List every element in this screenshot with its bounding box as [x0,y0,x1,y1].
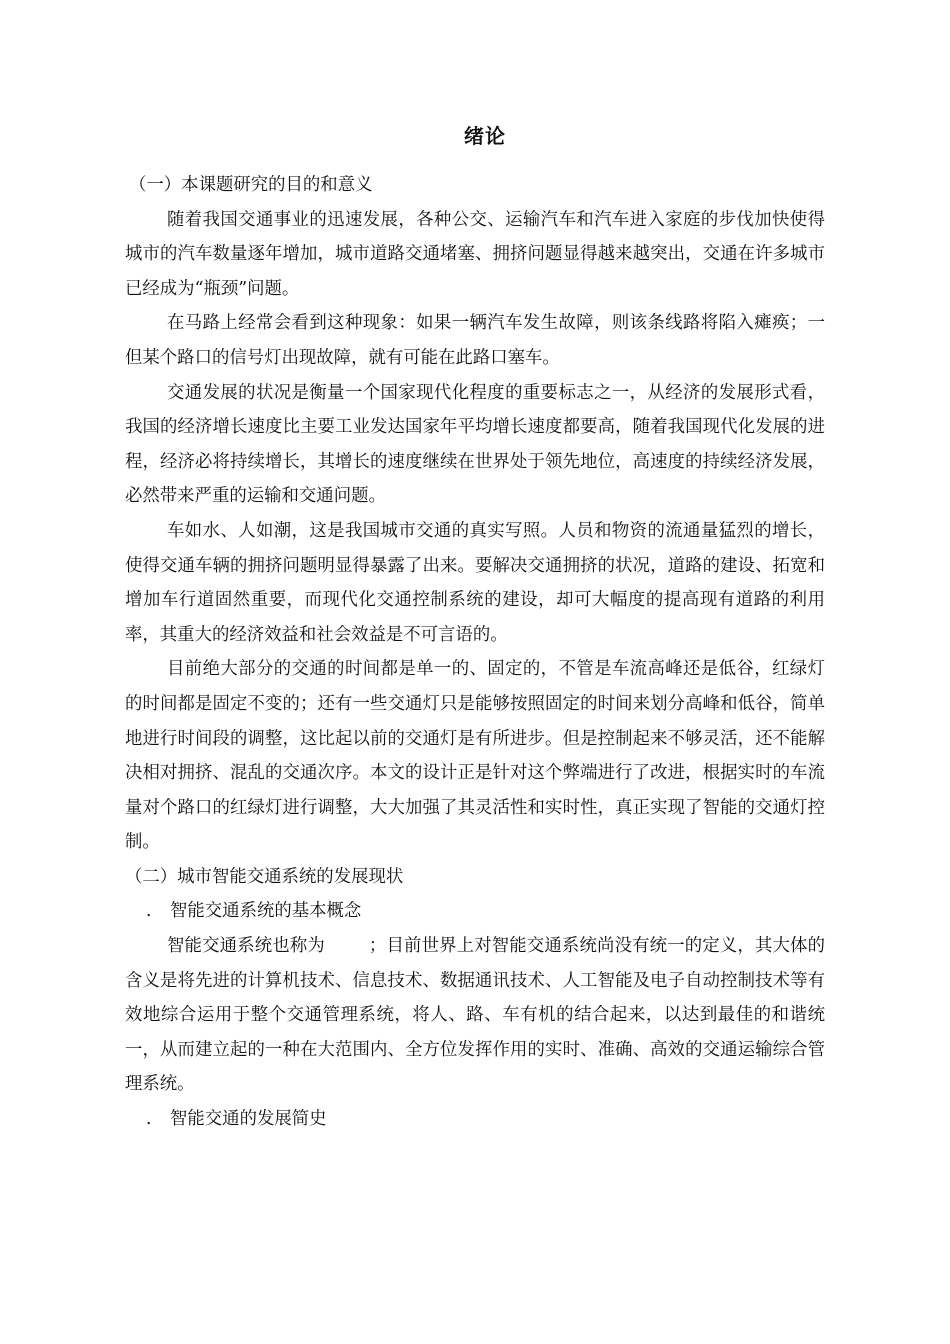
subsection-title: 智能交通的发展简史 [170,1109,327,1130]
paragraph-lead: 智能交通系统也称为 [167,936,325,957]
subsection-number: . [146,1109,152,1130]
document-body [125,168,825,1137]
body-paragraph: 随着我国交通事业的迅速发展，各种公交、运输汽车和汽车进入家庭的步伐加快使得城市的汽车数量逐年增加，城市道路交通堵塞、拥挤问题显得越来越突出，交通在许多城市已经成为“瓶颈”问题。 [125,209,825,299]
body-paragraph: 交通发展的状况是衡量一个国家现代化程度的重要标志之一，从经济的发展形式看，我国的经济增长速度比主要工业发达国家年平均增长速度都要高，随着我国现代化发展的进程，经济必将持续增长，其增长的速度继续在世界处于领先地位，高速度的持续经济发展，必然带来严重的运输和交通问题。 [125,382,825,507]
body-paragraph: 车如水、人如潮，这是我国城市交通的真实写照。人员和物资的流通量猛烈的增长，使得交通车辆的拥挤问题明显得暴露了出来。要解决交通拥挤的状况，道路的建设、拓宽和增加车行道固然重要，而现代化交通控制系统的建设，却可大幅度的提高现有道路的利用率，其重大的经济效益和社会效益是不可言语的。 [125,520,825,645]
section-heading-purpose: （一）本课题研究的目的和意义 [129,175,373,195]
subsection-heading-history [125,1102,825,1137]
subsection-title: 智能交通系统的基本概念 [170,901,362,922]
subsection-number: . [146,901,152,922]
paragraph-rest: ；目前世界上对智能交通系统尚没有统一的定义，其大体的含义是将先进的计算机技术、信息技术、数据通讯技术、人工智能及电子自动控制技术等有效地综合运用于整个交通管理系统，将人、路、车有机的结合起来，以达到最佳的和谐统一，从而建立起的一种在大范围内、全方位发挥作用的实时、准确、高效的交通运输综合管理系统。 [125,936,825,1095]
body-paragraph: 目前绝大部分的交通的时间都是单一的、固定的，不管是车流高峰还是低谷，红绿灯的时间都是固定不变的；还有一些交通灯只是能够按照固定的时间来划分高峰和低谷，简单地进行时间段的调整，这比起以前的交通灯是有所进步。但是控制起来不够灵活，还不能解决相对拥挤、混乱的交通次序。本文的设计正是针对这个弊端进行了改进，根据实时的车流量对个路口的红绿灯进行调整，大大加强了其灵活性和实时性，真正实现了智能的交通灯控制。 [125,659,825,853]
subsection-heading-concept [125,894,825,929]
body-paragraph: 在马路上经常会看到这种现象：如果一辆汽车发生故障，则该条线路将陷入瘫痪；一但某个路口的信号灯出现故障，就有可能在此路口塞车。 [125,313,825,368]
section-heading-status: （二）城市智能交通系统的发展现状 [125,866,404,887]
body-paragraph [125,929,825,1102]
page-title: 绪论 [464,124,506,148]
